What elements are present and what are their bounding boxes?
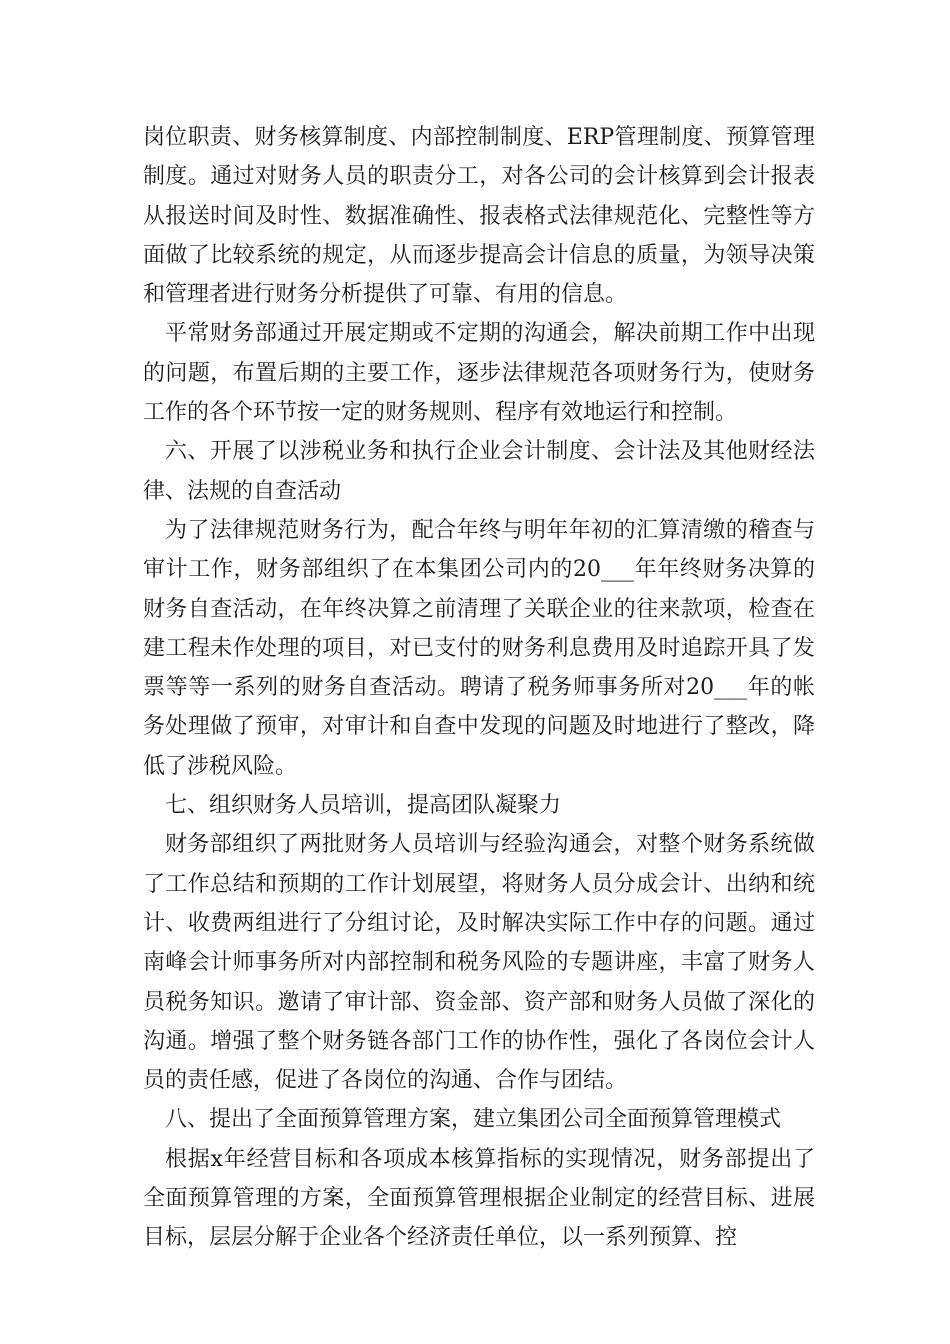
document-page xyxy=(143,118,815,1258)
paragraph-body: 财务部组织了两批财务人员培训与经验沟通会，对整个财务系统做了工作总结和预期的工作计划展望，将财务人员分成会计、出纳和统计、收费两组进行了分组讨论，及时解决实际工作中存的问题。通过南峰会计师事务所对内部控制和税务风险的专题讲座，丰富了财务人员税务知识。邀请了审计部、资金部、资产部和财务人员做了深化的沟通。增强了整个财务链各部门工作的协作性，强化了各岗位会计人员的责任感，促进了各岗位的沟通、合作与团结。 xyxy=(143,832,815,1094)
section-heading-six: 六、开展了以涉税业务和执行企业会计制度、会计法及其他财经法律、法规的自查活动 xyxy=(143,439,815,504)
paragraph-body: 平常财务部通过开展定期或不定期的沟通会，解决前期工作中出现的问题，布置后期的主要工作，逐步法律规范各项财务行为，使财务工作的各个环节按一定的财务规则、程序有效地运行和控制。 xyxy=(143,321,815,426)
section-heading-seven: 七、组织财务人员培训，提高团队凝聚力 xyxy=(165,793,562,819)
paragraph-body: 为了法律规范财务行为，配合年终与明年年初的汇算清缴的稽查与审计工作，财务部组织了在本集团公司内的20___年年终财务决算的财务自查活动，在年终决算之前清理了关联企业的往来款项，检查在建工程未作处理的项目，对已支付的财务利息费用及时追踪开具了发票等等一系列的财务自查活动。聘请了税务师事务所对20___年的帐务处理做了预审，对审计和自查中发现的问题及时地进行了整改，降低了涉税风险。 xyxy=(143,517,815,779)
paragraph-body: 根据x年经营目标和各项成本核算指标的实现情况，财务部提出了全面预算管理的方案，全面预算管理根据企业制定的经营目标、进展目标，层层分解于企业各个经济责任单位，以一系列预算、控 xyxy=(143,1146,815,1251)
section-heading-eight: 八、提出了全面预算管理方案，建立集团公司全面预算管理模式 xyxy=(165,1107,782,1133)
paragraph-body: 岗位职责、财务核算制度、内部控制制度、ERP管理制度、预算管理制度。通过对财务人员的职责分工，对各公司的会计核算到会计报表从报送时间及时性、数据准确性、报表格式法律规范化、完整性等方面做了比较系统的规定，从而逐步提高会计信息的质量，为领导决策和管理者进行财务分析提供了可靠、有用的信息。 xyxy=(143,125,815,308)
